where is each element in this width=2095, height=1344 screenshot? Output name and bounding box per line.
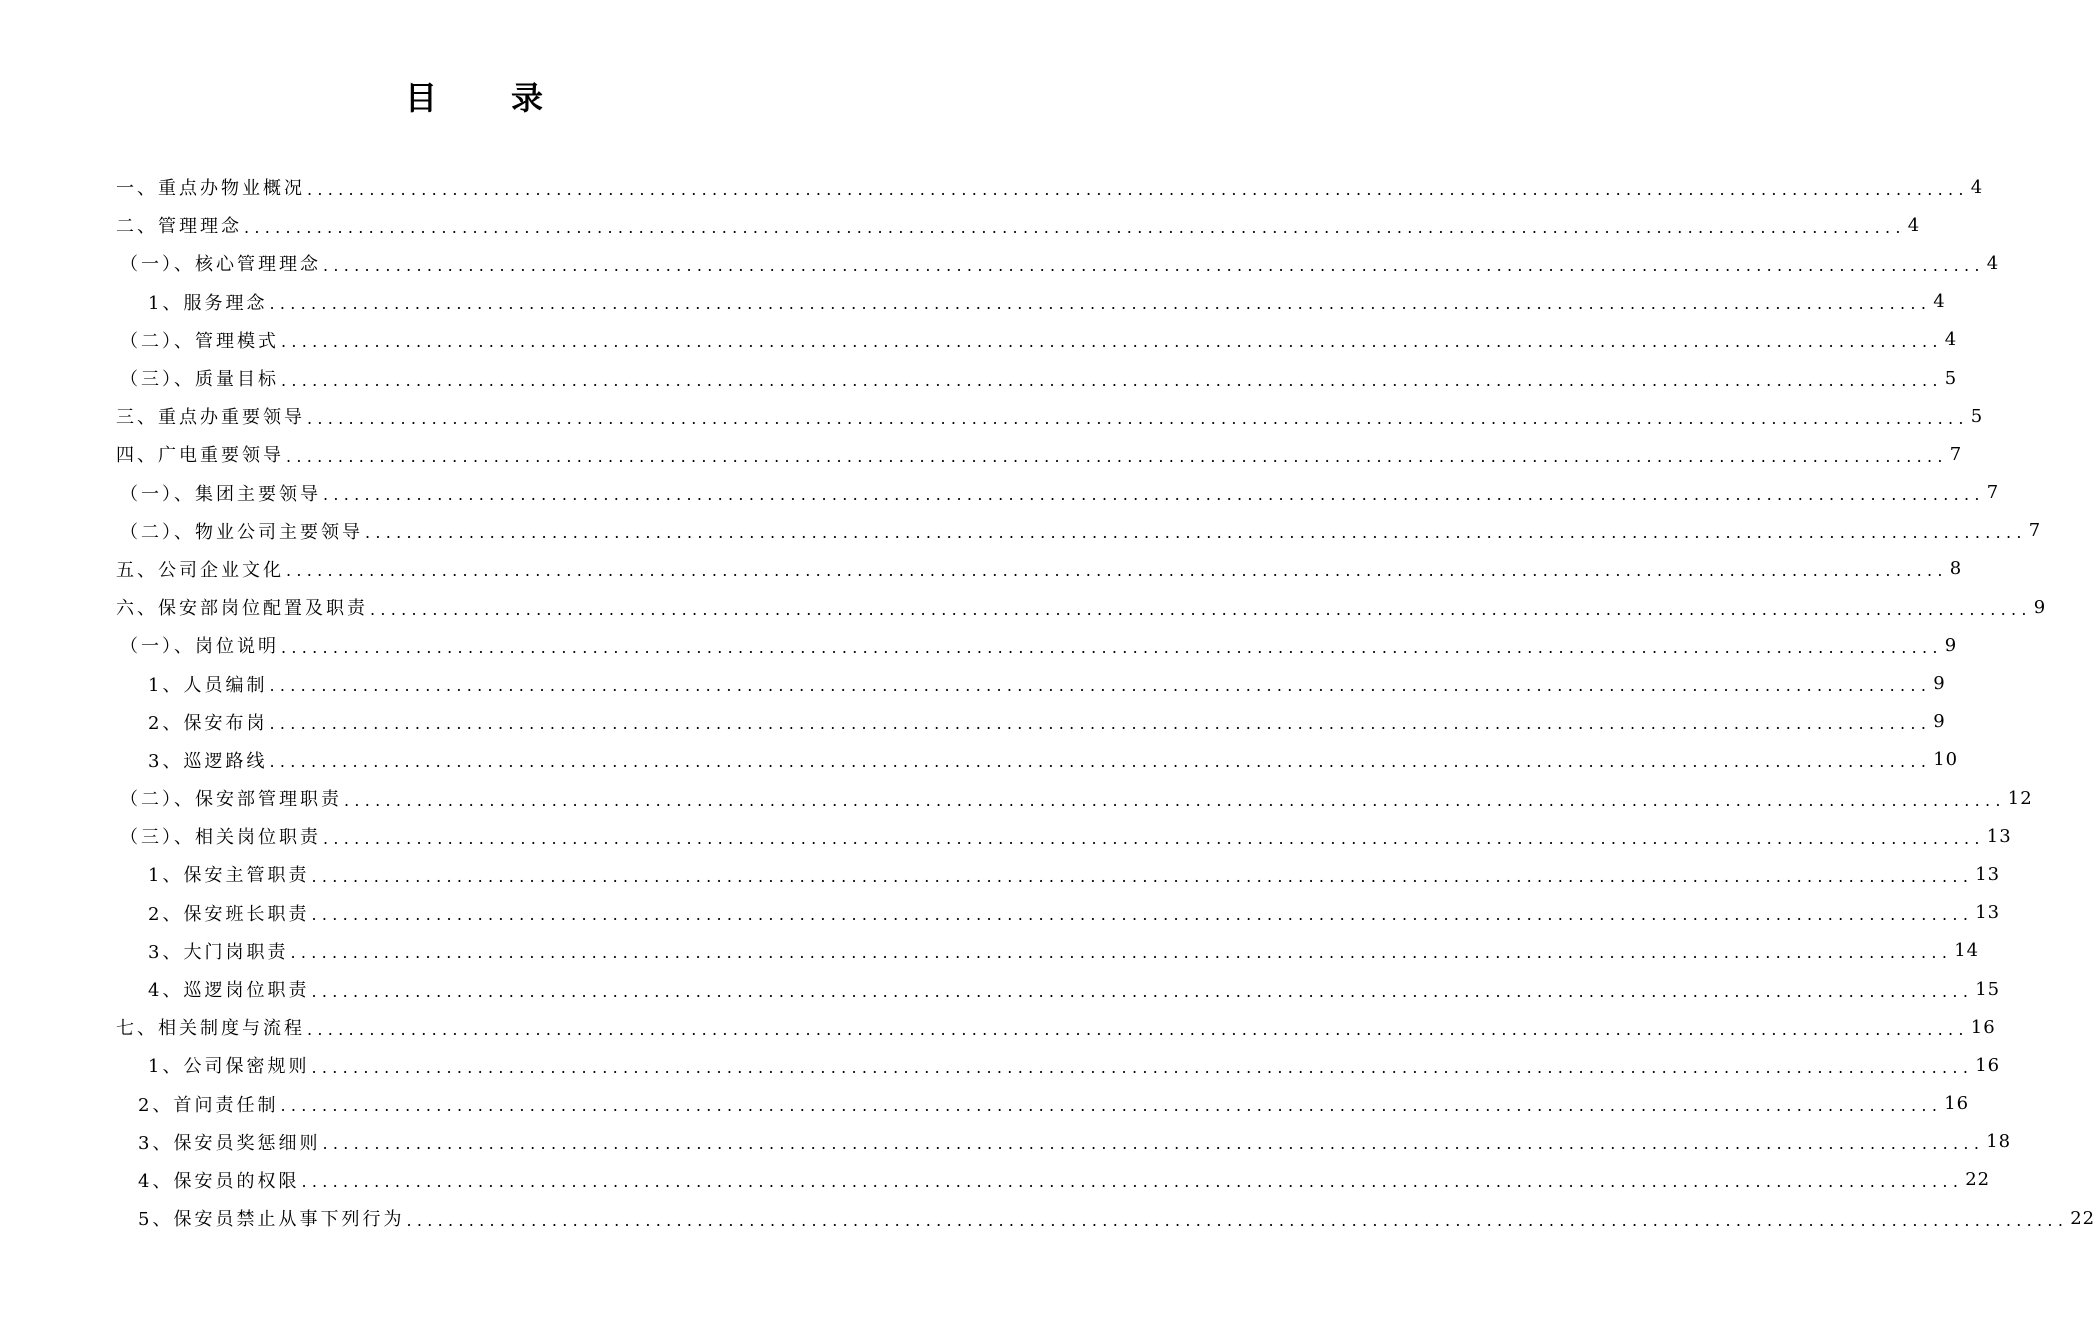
toc-leader-dots: ................................................................................................................................................................ xyxy=(307,408,1969,428)
toc-leader-dots: ................................................................................................................................................................ xyxy=(269,294,1932,314)
toc-entry-text: （一）、集团主要领导 xyxy=(120,480,323,506)
toc-entry[interactable] xyxy=(0,435,1963,473)
toc-entry[interactable] xyxy=(0,855,2001,893)
toc-entry-page-number: 9 xyxy=(1944,634,1958,656)
toc-entry-page-number: 7 xyxy=(1949,443,1963,465)
toc-entry[interactable] xyxy=(0,588,2047,626)
toc-leader-dots: ................................................................................................................................................................ xyxy=(311,866,1974,886)
toc-entry[interactable] xyxy=(0,1123,2012,1161)
toc-leader-dots: ................................................................................................................................................................ xyxy=(323,828,1985,848)
toc-entry[interactable] xyxy=(0,1161,1991,1199)
toc-entry-page-number: 7 xyxy=(1986,482,2000,504)
toc-leader-dots: ................................................................................................................................................................ xyxy=(323,485,1985,505)
toc-entry-page-number: 5 xyxy=(1970,405,1984,427)
toc-entry-text: 一、重点办物业概况 xyxy=(116,174,307,200)
toc-entry-page-number: 5 xyxy=(1944,367,1958,389)
toc-entry-page-number: 22 xyxy=(2070,1207,2095,1229)
toc-entry-text: 2、保安布岗 xyxy=(148,709,269,735)
toc-entry[interactable] xyxy=(0,283,1946,321)
toc-entry[interactable] xyxy=(0,932,1980,970)
toc-entry-page-number: 4 xyxy=(1986,252,2000,274)
toc-entry-text: （一）、岗位说明 xyxy=(120,632,281,658)
toc-entry-text: 五、公司企业文化 xyxy=(116,556,286,582)
toc-entry-page-number: 22 xyxy=(1965,1169,1991,1191)
toc-leader-dots: ................................................................................................................................................................ xyxy=(344,790,2006,810)
toc-entry-text: 三、重点办重要领导 xyxy=(116,403,307,429)
toc-entry-text: 四、广电重要领导 xyxy=(116,441,286,467)
toc-leader-dots: ................................................................................................................................................................ xyxy=(280,1096,1943,1116)
toc-entry-page-number: 9 xyxy=(1933,673,1946,695)
toc-entry-page-number: 13 xyxy=(1975,902,2001,924)
toc-entry[interactable] xyxy=(0,1085,1970,1123)
toc-leader-dots: ................................................................................................................................................................ xyxy=(281,332,1943,352)
toc-entry[interactable] xyxy=(0,626,1958,664)
toc-entry-page-number: 4 xyxy=(1907,214,1921,236)
toc-entry[interactable] xyxy=(0,894,2001,932)
toc-entry[interactable] xyxy=(0,244,2000,282)
toc-entry[interactable] xyxy=(0,168,1984,206)
toc-entry-text: 2、首问责任制 xyxy=(138,1091,280,1117)
toc-entry-text: （二）、管理模式 xyxy=(120,327,281,353)
toc-entry[interactable] xyxy=(0,1008,1996,1046)
toc-entry-text: （二）、保安部管理职责 xyxy=(120,785,344,811)
toc-list xyxy=(0,168,2095,1237)
toc-entry[interactable] xyxy=(0,206,1921,244)
toc-entry-page-number: 13 xyxy=(1975,863,2001,885)
toc-entry-page-number: 15 xyxy=(1975,978,2001,1000)
toc-entry[interactable] xyxy=(0,474,2000,512)
toc-leader-dots: ................................................................................................................................................................ xyxy=(406,1210,2069,1230)
toc-entry[interactable] xyxy=(0,703,1946,741)
toc-entry-page-number: 16 xyxy=(1970,1016,1996,1038)
toc-entry-text: 3、保安员奖惩细则 xyxy=(138,1129,322,1155)
toc-entry[interactable] xyxy=(0,1199,2095,1237)
toc-entry-text: 1、公司保密规则 xyxy=(148,1052,311,1078)
toc-leader-dots: ................................................................................................................................................................ xyxy=(365,523,2027,543)
toc-entry[interactable] xyxy=(0,741,1959,779)
toc-entry-page-number: 16 xyxy=(1944,1093,1970,1115)
title-char: 目 xyxy=(404,79,439,117)
toc-leader-dots: ................................................................................................................................................................ xyxy=(286,446,1948,466)
toc-entry-text: 七、相关制度与流程 xyxy=(116,1014,307,1040)
toc-entry-page-number: 14 xyxy=(1954,940,1980,962)
toc-entry-page-number: 13 xyxy=(1986,825,2012,847)
toc-entry[interactable] xyxy=(0,970,2001,1008)
toc-entry-text: 1、服务理念 xyxy=(148,289,269,315)
toc-entry-page-number: 9 xyxy=(2033,596,2047,618)
toc-entry-text: 2、保安班长职责 xyxy=(148,900,311,926)
toc-entry[interactable] xyxy=(0,779,2033,817)
toc-leader-dots: ................................................................................................................................................................ xyxy=(301,1172,1964,1192)
toc-leader-dots: ................................................................................................................................................................ xyxy=(311,981,1974,1001)
toc-entry-page-number: 18 xyxy=(1986,1131,2012,1153)
toc-entry-text: （三）、质量目标 xyxy=(120,365,281,391)
toc-leader-dots: ................................................................................................................................................................ xyxy=(281,370,1943,390)
toc-leader-dots: ................................................................................................................................................................ xyxy=(269,676,1932,696)
toc-leader-dots: ................................................................................................................................................................ xyxy=(269,714,1932,734)
toc-entry-text: 二、管理理念 xyxy=(116,212,244,238)
toc-entry-text: （三）、相关岗位职责 xyxy=(120,823,323,849)
toc-entry-text: （二）、物业公司主要领导 xyxy=(120,518,365,544)
toc-leader-dots: ................................................................................................................................................................ xyxy=(370,599,2032,619)
toc-entry-text: 1、人员编制 xyxy=(148,671,269,697)
toc-entry-text: 3、大门岗职责 xyxy=(148,938,290,964)
toc-leader-dots: ................................................................................................................................................................ xyxy=(281,637,1943,657)
toc-entry[interactable] xyxy=(0,664,1946,702)
toc-leader-dots: ................................................................................................................................................................ xyxy=(290,943,1953,963)
toc-leader-dots: ................................................................................................................................................................ xyxy=(269,752,1932,772)
toc-entry-page-number: 9 xyxy=(1933,711,1946,733)
toc-entry[interactable] xyxy=(0,321,1958,359)
toc-entry-text: 4、保安员的权限 xyxy=(138,1167,301,1193)
page-title xyxy=(0,76,950,120)
toc-entry[interactable] xyxy=(0,550,1963,588)
toc-leader-dots: ................................................................................................................................................................ xyxy=(307,1019,1969,1039)
toc-entry-page-number: 7 xyxy=(2028,520,2042,542)
title-char: 录 xyxy=(511,79,546,117)
toc-entry[interactable] xyxy=(0,397,1984,435)
toc-entry-text: 六、保安部岗位配置及职责 xyxy=(116,594,370,620)
toc-entry-page-number: 4 xyxy=(1944,329,1958,351)
toc-entry[interactable] xyxy=(0,512,2042,550)
toc-entry-text: 4、巡逻岗位职责 xyxy=(148,976,311,1002)
toc-entry-page-number: 4 xyxy=(1933,291,1946,313)
toc-entry-text: 3、巡逻路线 xyxy=(148,747,269,773)
toc-entry-page-number: 16 xyxy=(1975,1054,2001,1076)
toc-leader-dots: ................................................................................................................................................................ xyxy=(311,905,1974,925)
toc-entry-page-number: 10 xyxy=(1933,749,1959,771)
toc-entry[interactable] xyxy=(0,817,2012,855)
toc-entry-page-number: 12 xyxy=(2007,787,2033,809)
toc-entry-page-number: 8 xyxy=(1949,558,1963,580)
toc-leader-dots: ................................................................................................................................................................ xyxy=(307,179,1969,199)
toc-entry[interactable] xyxy=(0,359,1958,397)
toc-entry-text: 1、保安主管职责 xyxy=(148,861,311,887)
toc-leader-dots: ................................................................................................................................................................ xyxy=(323,255,1985,275)
toc-leader-dots: ................................................................................................................................................................ xyxy=(311,1057,1974,1077)
toc-entry-page-number: 4 xyxy=(1970,176,1984,198)
toc-leader-dots: ................................................................................................................................................................ xyxy=(286,561,1948,581)
toc-leader-dots: ................................................................................................................................................................ xyxy=(244,217,1906,237)
toc-entry-text: 5、保安员禁止从事下列行为 xyxy=(138,1205,406,1231)
toc-leader-dots: ................................................................................................................................................................ xyxy=(322,1134,1985,1154)
toc-entry-text: （一）、核心管理理念 xyxy=(120,250,323,276)
toc-entry[interactable] xyxy=(0,1046,2001,1084)
